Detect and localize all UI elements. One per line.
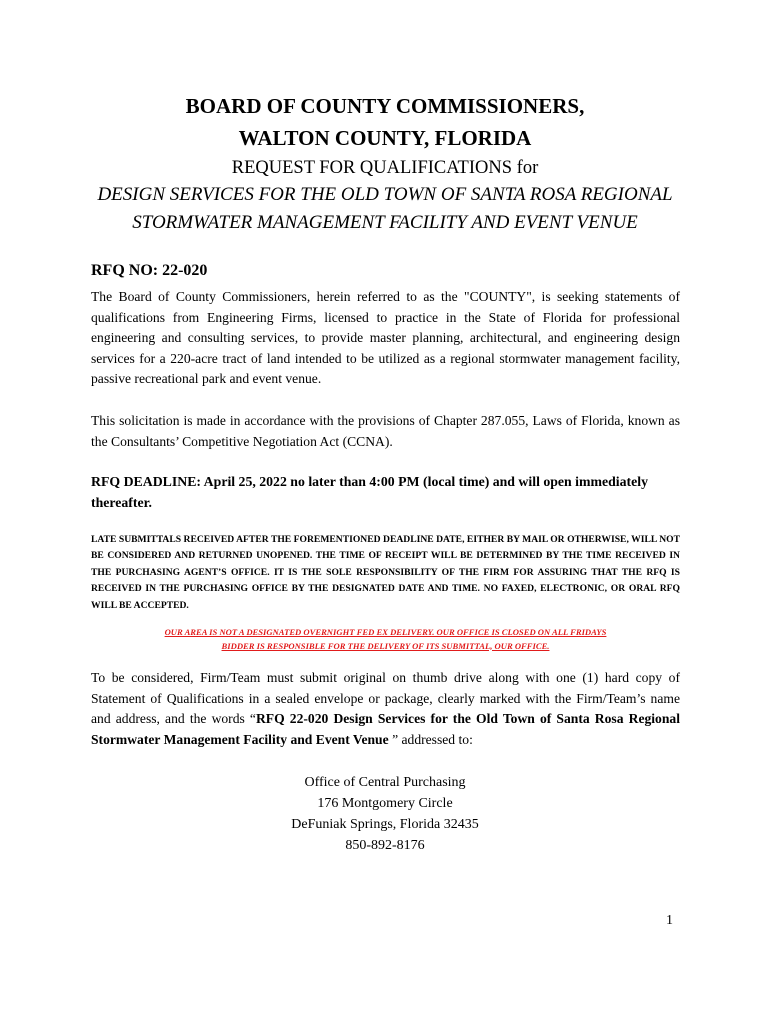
address-street: 176 Montgomery Circle <box>317 796 453 811</box>
project-title: DESIGN SERVICES FOR THE OLD TOWN OF SANTA ROSA REGIONAL STORMWATER MANAGEMENT FACILITY AND EVENT VENUE <box>97 184 673 233</box>
late-submittals-notice: LATE SUBMITTALS RECEIVED AFTER THE FOREMENTIONED DEADLINE DATE, EITHER BY MAIL OR OTHERWISE, WILL NOT BE CONSIDERED AND RETURNED UNOPENED. THE TIME OF RECEIPT WILL BE DETERMINED BY THE TIME RECEIVED IN THE PURCHASING AGENT’S OFFICE. IT IS THE SOLE RESPONSIBILITY OF THE FIRM FOR ASSURING THAT THE RFQ IS RECEIVED IN THE PURCHASING OFFICE BY THE DESIGNATED DATE AND TIME. NO FAXED, ELECTRONIC, OR ORAL RFQ WILL BE ACCEPTED. <box>91 534 680 611</box>
delivery-notice <box>91 626 680 653</box>
rfq-heading: REQUEST FOR QUALIFICATIONS for <box>231 158 539 178</box>
board-title: BOARD OF COUNTY COMMISSIONERS, <box>185 94 585 118</box>
intro-paragraph: The Board of County Commissioners, herein referred to as the "COUNTY", is seeking statements of qualifications from Engineering Firms, licensed to practice in the State of Florida for professional engineering and consulting services, to provide master planning, architectural, and engineering design services for a 220-acre tract of land intended to be utilized as a regional stormwater management facility, passive recreational park and event venue. <box>91 289 680 387</box>
rfq-deadline: RFQ DEADLINE: April 25, 2022 no later than 4:00 PM (local time) and will open immediately thereafter. <box>91 474 648 510</box>
rfq-number: RFQ NO: 22-020 <box>91 262 208 279</box>
address-office: Office of Central Purchasing <box>304 775 466 790</box>
submission-text-end: ” addressed to: <box>392 731 473 747</box>
page-number: 1 <box>666 913 673 928</box>
mailing-address <box>0 772 770 856</box>
submission-project-name: RFQ 22-020 Design Services for the Old Town of Santa Rosa Regional Stormwater Management Facility and Event Venue <box>91 711 680 747</box>
solicitation-paragraph: This solicitation is made in accordance with the provisions of Chapter 287.055, Laws of Florida, known as the Consultants’ Competitive Negotiation Act (CCNA). <box>91 413 680 449</box>
address-phone: 850-892-8176 <box>345 838 425 853</box>
delivery-notice-line1: OUR AREA IS NOT A DESIGNATED OVERNIGHT FED EX DELIVERY. OUR OFFICE IS CLOSED ON ALL FRIDAYS <box>164 627 607 637</box>
delivery-notice-line2: BIDDER IS RESPONSIBLE FOR THE DELIVERY OF ITS SUBMITTAL, OUR OFFICE. <box>221 640 550 651</box>
county-title: WALTON COUNTY, FLORIDA <box>238 126 532 150</box>
submission-text: To be considered, Firm/Team must submit original on thumb drive along with one (1) hard copy of Statement of Qualifications in a sealed envelope or package, clearly marked with the Firm/Team’s name and address, and the words “ <box>91 670 680 727</box>
address-city: DeFuniak Springs, Florida 32435 <box>291 817 479 832</box>
submission-paragraph <box>91 668 680 750</box>
